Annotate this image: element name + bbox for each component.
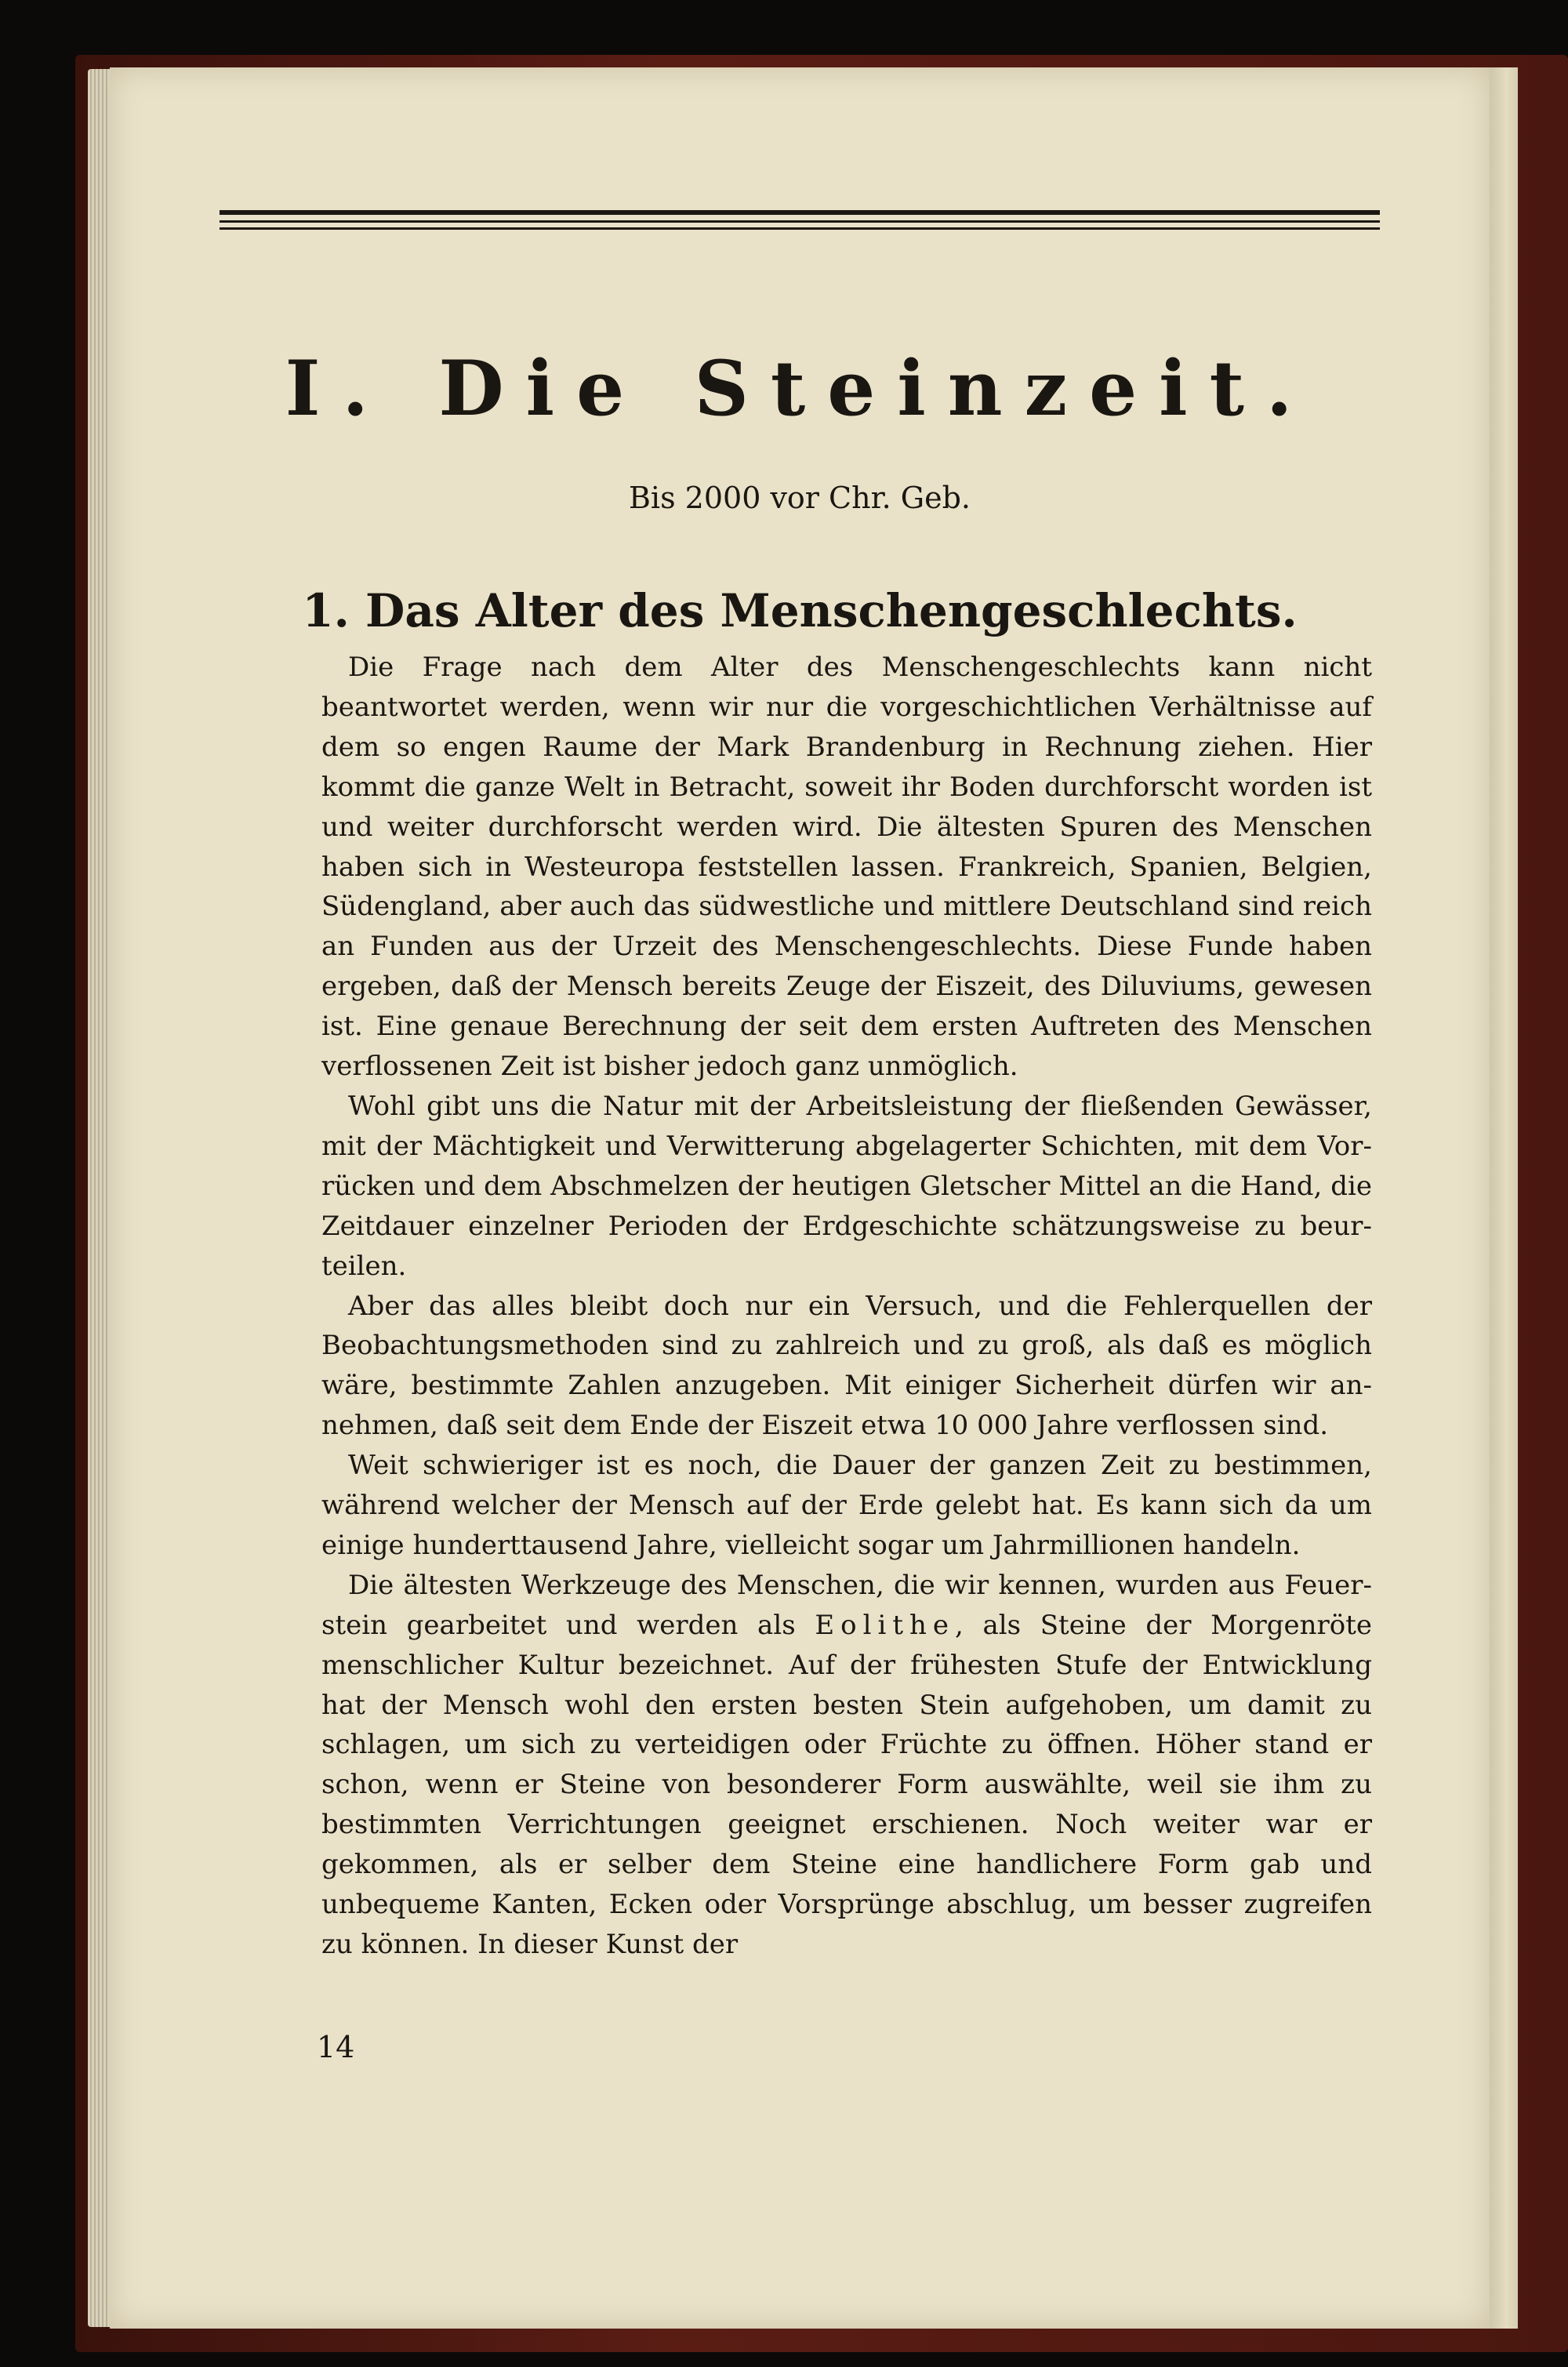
paragraph-5-after: , als Steine der Morgenröte menschlicher Kultur bezeichnet. Auf der frühesten Stufe der Entwicklung hat der Mensch wohl den ersten besten Stein aufgehoben, um damit zu schlagen, um sich zu verteidigen oder Früchte zu öffnen. Höher stand er schon, wenn er Steine von besonderer Form auswählte, weil sie ihm zu bestimmten Verrichtungen geeignet erschienen. Noch weiter war er gekommen, als er selber dem Steine eine handlichere Form gab und unbequeme Kanten, Ecken oder Vorsprünge abschlug, um besser zugreifen zu können. In dieser Kunst der xyxy=(321,1609,1372,1960)
header-rule-thin-lower xyxy=(220,227,1380,230)
paragraph-3: Aber das alles bleibt doch nur ein Versuch, und die Fehlerquellen der Beobachtungsmethoden sind zu zahlreich und zu groß, als daß es möglich wäre, bestimmte Zahlen anzugeben. Mit einiger Sicherheit dürfen wir annehmen, daß seit dem Ende der Eiszeit etwa 10 000 Jahre verflossen sind. xyxy=(321,1290,1372,1442)
section-title: 1. Das Alter des Menschengeschlechts. xyxy=(302,584,1298,637)
paragraph-1: Die Frage nach dem Alter des Menschengeschlechts kann nicht beantwortet werden, wenn wir nur die vorgeschichtlichen Verhältnisse auf dem so engen Raume der Mark Brandenburg in Rechnung ziehen. Hier kommt die ganze Welt in Betracht, soweit ihr Boden durchforscht worden ist und weiter durchforscht werden wird. Die ältesten Spuren des Menschen haben sich in Westeuropa feststellen lassen. Frankreich, Spanien, Belgien, Südengland, aber auch das südwestliche und mittlere Deutschland sind reich an Funden aus der Urzeit des Menschengeschlechts. Diese Funde haben ergeben, daß der Mensch bereits Zeuge der Eiszeit, des Diluviums, gewesen ist. Eine genaue Berechnung der seit dem ersten Auftreten des Menschen verflossenen Zeit ist bisher jedoch ganz unmöglich. xyxy=(321,652,1372,1083)
chapter-subtitle: Bis 2000 vor Chr. Geb. xyxy=(629,481,971,515)
header-rule-thick xyxy=(220,210,1380,215)
paragraph-2: Wohl gibt uns die Natur mit der Arbeitsleistung der fließenden Gewässer, mit der Mächtigkeit und Verwitterung abgelagerter Schichten, mit dem Vorrücken und dem Abschmelzen der heutigen Gletscher Mittel an die Hand, die Zeitdauer einzelner Perioden der Erdgeschichte schätzungsweise zu beurteilen. xyxy=(321,1090,1372,1282)
next-page-edge xyxy=(1490,67,1518,2329)
header-rule-thin xyxy=(220,220,1380,223)
paragraph-5 xyxy=(321,1566,1372,1965)
chapter-title: I. Die Steinzeit. xyxy=(285,344,1315,433)
paragraph-4: Weit schwieriger ist es noch, die Dauer der ganzen Zeit zu bestimmen, während welcher der Mensch auf der Erde gelebt hat. Es kann sich da um einige hunderttausend Jahre, vielleicht sogar um Jahrmillionen handeln. xyxy=(321,1450,1372,1561)
emphasized-term-eolithe: Eolithe xyxy=(815,1609,956,1641)
paragraph-5-before: Die ältesten Werkzeuge des Menschen, die wir kennen, wurden aus Feuerstein gearbeitet und werden als xyxy=(321,1569,1372,1641)
page-number: 14 xyxy=(317,2030,355,2064)
body-text xyxy=(321,648,1372,1965)
